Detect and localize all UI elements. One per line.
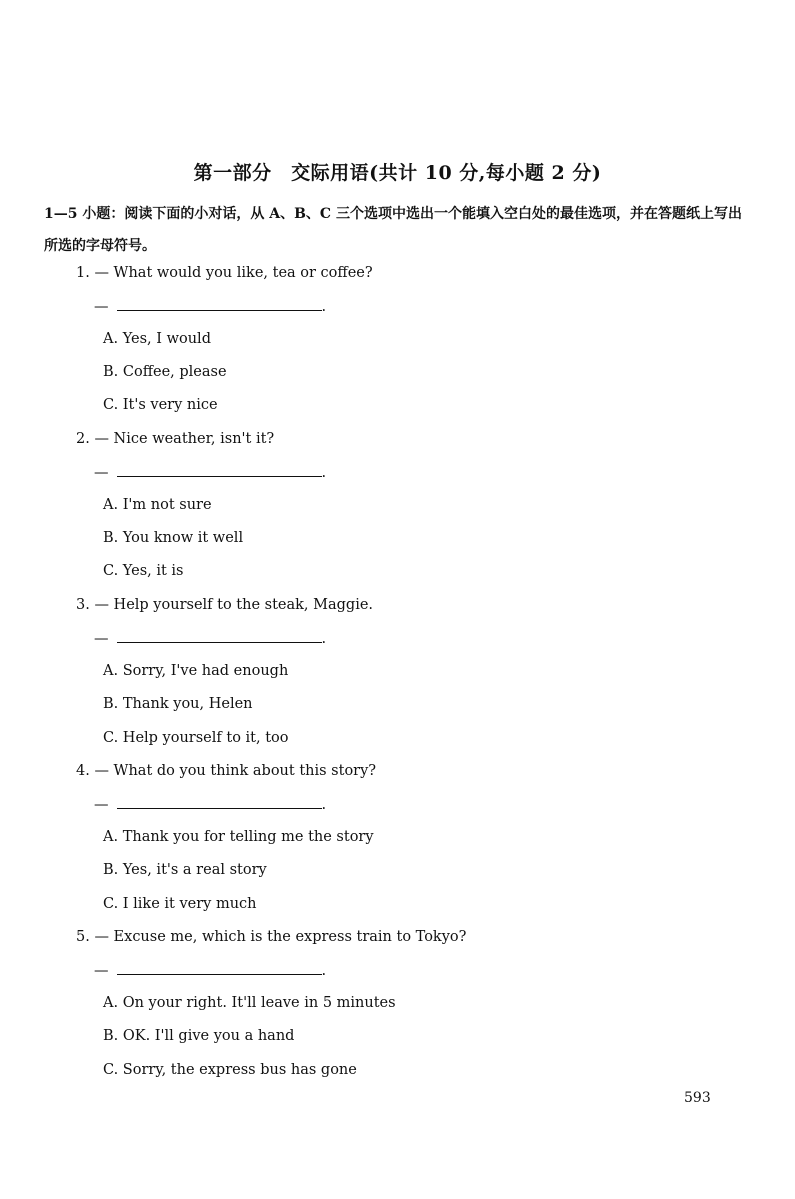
- answer-dash: —: [94, 797, 109, 813]
- question-1-stem: 1. — What would you like, tea or coffee?: [76, 265, 373, 281]
- question-1-option-a: A. Yes, I would: [103, 331, 211, 347]
- question-2-option-c: C. Yes, it is: [103, 563, 184, 579]
- question-5-option-c: C. Sorry, the express bus has gone: [103, 1062, 357, 1078]
- question-2-answer-blank: [94, 465, 326, 481]
- blank-period: .: [321, 963, 327, 979]
- question-4-answer-blank: [94, 797, 326, 813]
- answer-dash: —: [94, 963, 109, 979]
- question-3-answer-blank: [94, 631, 326, 647]
- instructions: 1—5 小题：阅读下面的小对话，从 A、B、C 三个选项中选出一个能填入空白处的最佳选项，并在答题纸上写出所选的字母符号。: [44, 206, 742, 254]
- question-4-option-c: C. I like it very much: [103, 896, 257, 912]
- blank-period: .: [321, 631, 327, 647]
- question-5-stem: 5. — Excuse me, which is the express train to Tokyo?: [76, 929, 467, 945]
- question-1-option-b: B. Coffee, please: [103, 364, 227, 380]
- blank-period: .: [321, 797, 327, 813]
- question-1-answer-blank: [94, 299, 326, 315]
- blank-period: .: [321, 465, 327, 481]
- question-5-answer-blank: [94, 963, 326, 979]
- question-2-option-b: B. You know it well: [103, 530, 244, 546]
- question-1-option-c: C. It's very nice: [103, 397, 218, 413]
- question-3-option-c: C. Help yourself to it, too: [103, 730, 289, 746]
- question-3-stem: 3. — Help yourself to the steak, Maggie.: [76, 597, 374, 613]
- question-4-option-a: A. Thank you for telling me the story: [103, 829, 374, 845]
- section-title: 第一部分 交际用语(共计 10 分,每小题 2 分): [193, 162, 602, 184]
- question-4-stem: 4. — What do you think about this story?: [76, 763, 377, 779]
- blank-line: [117, 798, 322, 809]
- answer-dash: —: [94, 299, 109, 315]
- question-4-option-b: B. Yes, it's a real story: [103, 862, 267, 878]
- question-5-option-b: B. OK. I'll give you a hand: [103, 1028, 295, 1044]
- answer-dash: —: [94, 631, 109, 647]
- blank-line: [117, 466, 322, 477]
- question-3-option-b: B. Thank you, Helen: [103, 696, 253, 712]
- answer-dash: —: [94, 465, 109, 481]
- question-3-option-a: A. Sorry, I've had enough: [103, 663, 289, 679]
- question-2-stem: 2. — Nice weather, isn't it?: [76, 431, 275, 447]
- blank-line: [117, 964, 322, 975]
- blank-line: [117, 632, 322, 643]
- blank-period: .: [321, 299, 327, 315]
- page-number: 593: [684, 1090, 711, 1106]
- question-2-option-a: A. I'm not sure: [103, 497, 212, 513]
- question-5-option-a: A. On your right. It'll leave in 5 minutes: [103, 995, 396, 1011]
- blank-line: [117, 300, 322, 311]
